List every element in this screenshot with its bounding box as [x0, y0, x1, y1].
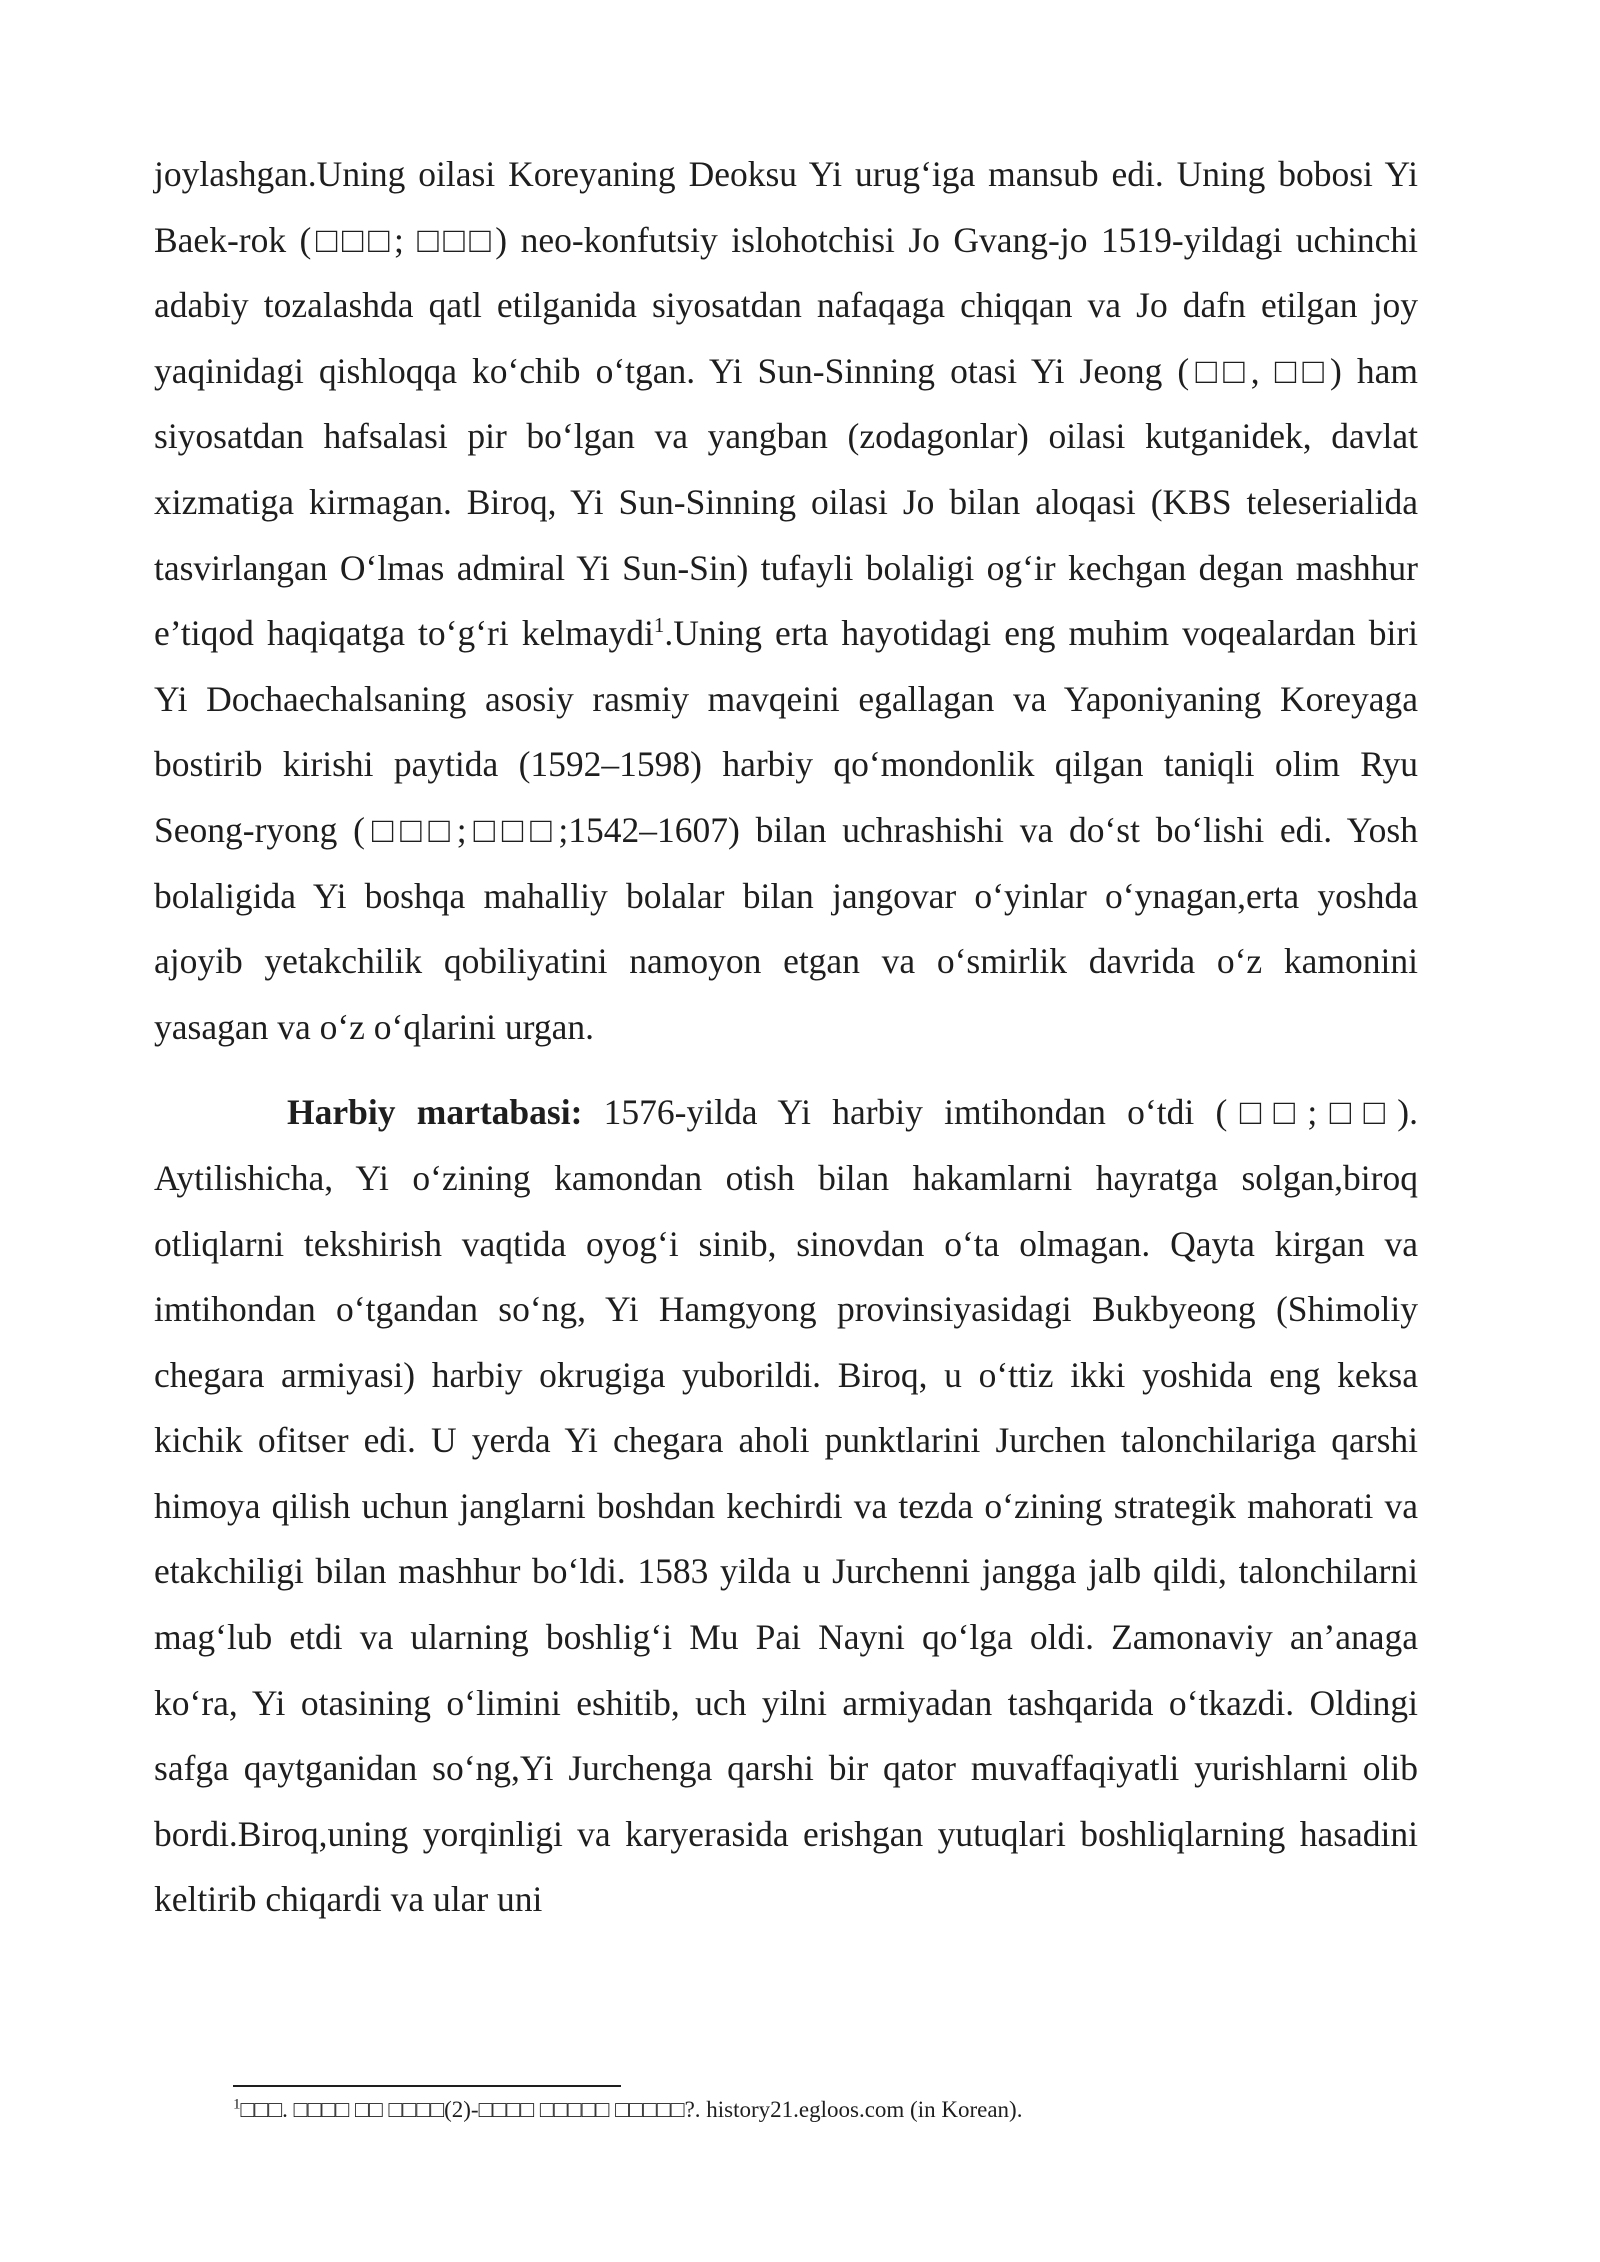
paragraph-1-text-b: .Uning erta hayotidagi eng muhim voqealardan biri Yi Dochaechalsaning asosiy rasmiy mavqeini egallagan va Yaponiyaning Koreyaga bostirib kirishi paytida (1592–1598) harbiy qo‘mondonlik qilgan taniqli olim Ryu Seong-ryong (□□□;□□□;1542–1607) bilan uchrashishi va do‘st bo‘lishi edi. Yosh bolaligida Yi boshqa mahalliy bolalar bilan jangovar o‘yinlar o‘ynagan,erta yoshda ajoyib yetakchilik qobiliyatini namoyon etgan va o‘smirlik davrida o‘z kamonini yasagan va o‘z o‘qlarini urgan. — [154, 613, 1418, 1047]
footnote-reference[interactable]: 1 — [653, 613, 665, 638]
paragraph-1-text-a: joylashgan.Uning oilasi Koreyaning Deoksu Yi urug‘iga mansub edi. Uning bobosi Yi Baek-rok (□□□; □□□) neo-konfutsiy islohotchisi Jo Gvang-jo 1519-yildagi uchinchi adabiy tozalashda qatl etilganida siyosatdan nafaqaga chiqqan va Jo dafn etilgan joy yaqinidagi qishloqqa ko‘chib o‘tgan. Yi Sun-Sinning otasi Yi Jeong (□□, □□) ham siyosatdan hafsalasi pir bo‘lgan va yangban (zodagonlar) oilasi kutganidek, davlat xizmatiga kirmagan. Biroq, Yi Sun-Sinning oilasi Jo bilan aloqasi (KBS teleserialida tasvirlangan O‘lmas admiral Yi Sun-Sin) tufayli bolaligi og‘ir kechgan degan mashhur e’tiqod haqiqatga to‘g‘ri kelmaydi — [154, 154, 1418, 654]
footnote-text: □□□. □□□□ □□ □□□□(2)-□□□□ □□□□□ □□□□□?. history21.egloos.com (in Korean). — [240, 2097, 1023, 2122]
paragraph-1 — [154, 142, 1418, 1060]
footnote-separator — [233, 2085, 621, 2087]
section-heading-harbiy-martabasi: Harbiy martabasi: — [287, 1092, 583, 1133]
paragraph-2 — [154, 1080, 1418, 1933]
footnote-marker: 1 — [233, 2096, 241, 2113]
paragraph-2-text: 1576-yilda Yi harbiy imtihondan o‘tdi (□□;□□). Aytilishicha, Yi o‘zining kamondan otish bilan hakamlarni hayratga solgan,biroq otliqlarni tekshirish vaqtida oyog‘i sinib, sinovdan o‘ta olmagan. Qayta kirgan va imtihondan o‘tgandan so‘ng, Yi Hamgyong provinsiyasidagi Bukbyeong (Shimoliy chegara armiyasi) harbiy okrugiga yuborildi. Biroq, u o‘ttiz ikki yoshida eng keksa kichik ofitser edi. U yerda Yi chegara aholi punktlarini Jurchen talonchilariga qarshi himoya qilish uchun janglarni boshdan kechirdi va tezda o‘zining strategik mahorati va etakchiligi bilan mashhur bo‘ldi. 1583 yilda u Jurchenni jangga jalb qildi, talonchilarni mag‘lub etdi va ularning boshlig‘i Mu Pai Nayni qo‘lga oldi. Zamonaviy an’anaga ko‘ra, Yi otasining o‘limini eshitib, uch yilni armiyadan tashqarida o‘tkazdi. Oldingi safga qaytganidan so‘ng,Yi Jurchenga qarshi bir qator muvaffaqiyatli yurishlarni olib bordi.Biroq,uning yorqinligi va karyerasida erishgan yutuqlari boshliqlarning hasadini keltirib chiqardi va ular uni — [154, 1092, 1418, 1920]
body-text — [154, 142, 1418, 1933]
footnote — [233, 2093, 1413, 2127]
